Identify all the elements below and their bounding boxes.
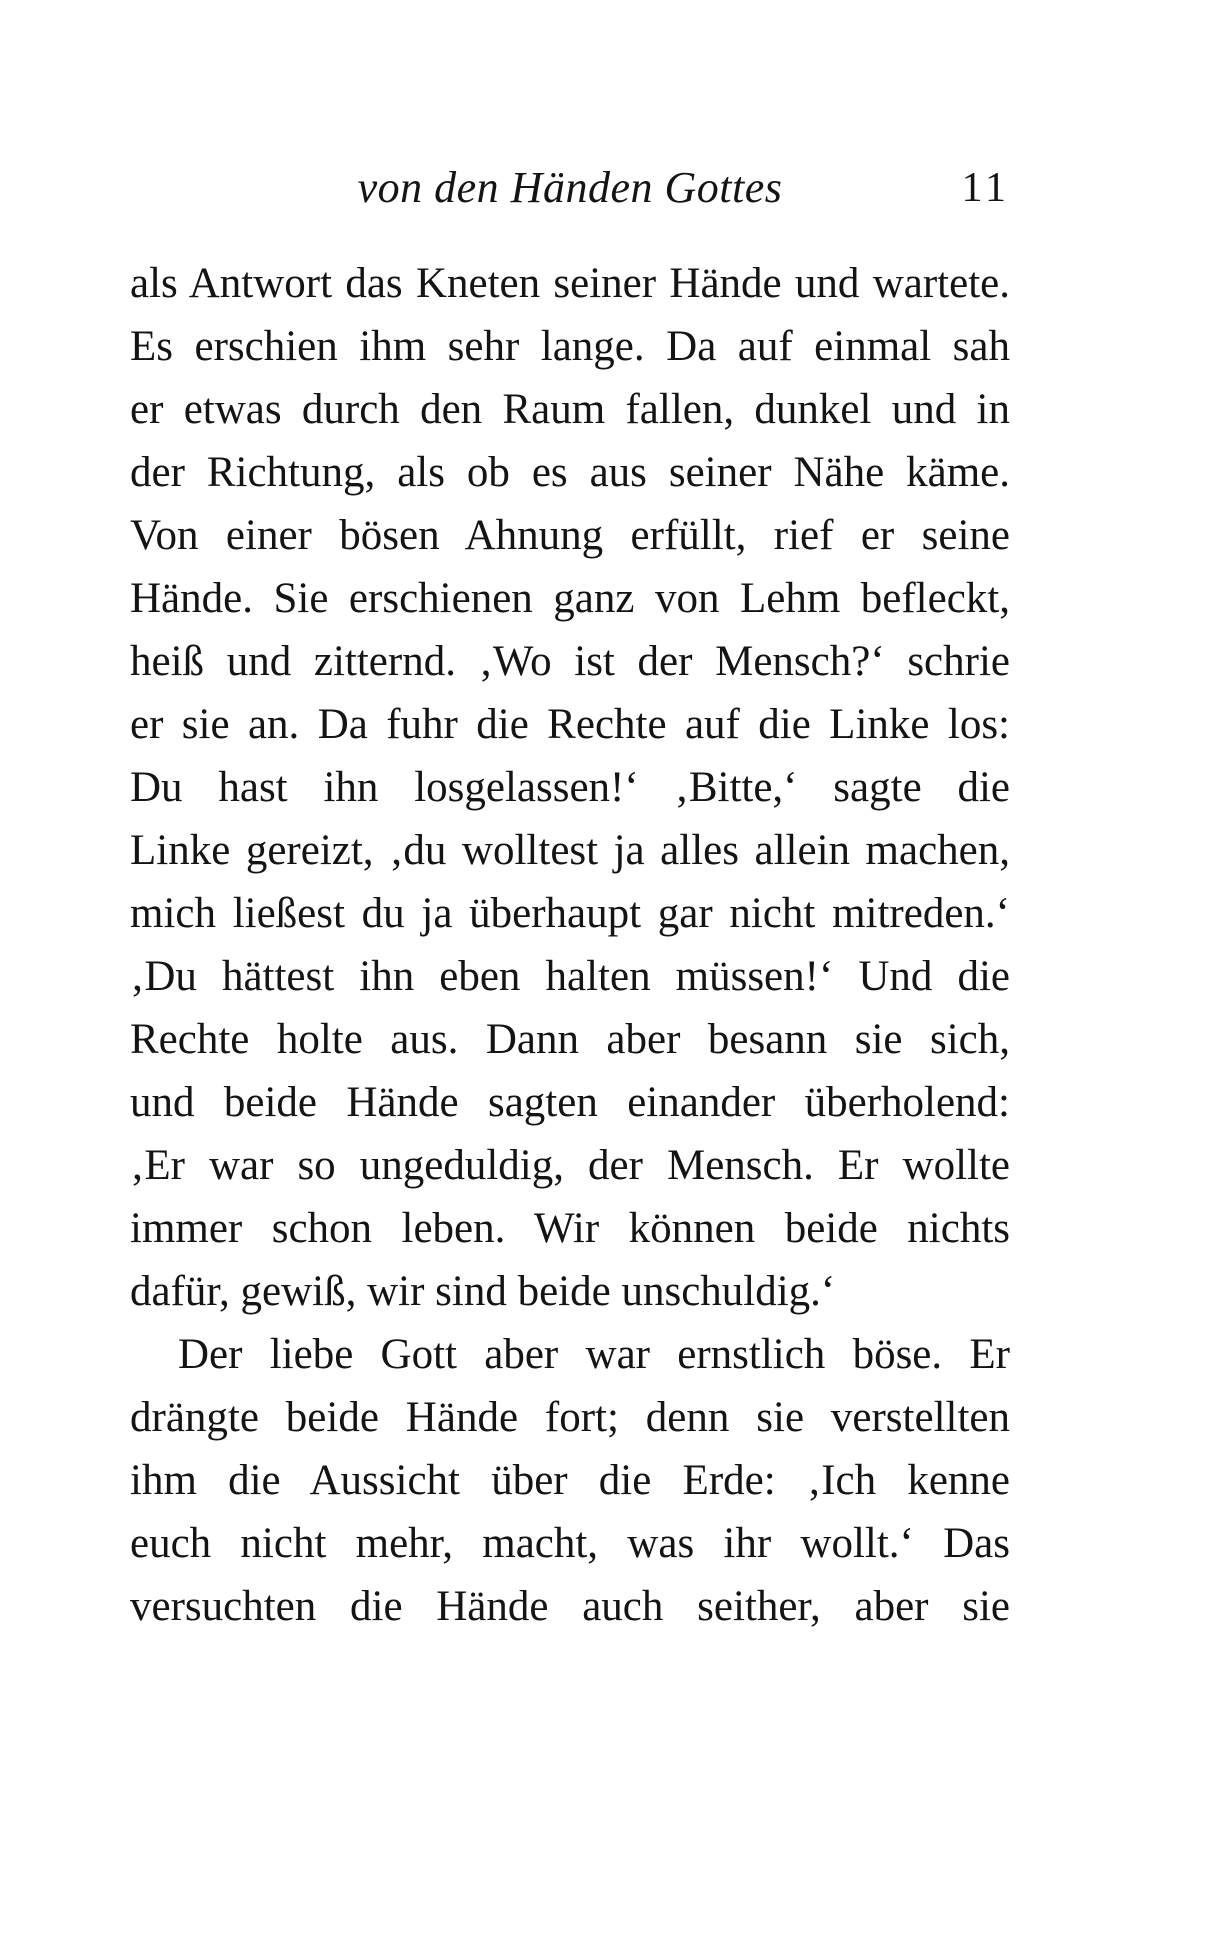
text-line: Von einer bösen Ahnung erfüllt, rief er seine bbox=[130, 512, 1010, 559]
text-line: als Antwort das Kneten seiner Hände und wartete. bbox=[130, 260, 1010, 307]
text-line: Hände. Sie erschienen ganz von Lehm befleckt, bbox=[130, 575, 1010, 622]
text-line: der Richtung, als ob es aus seiner Nähe käme. bbox=[130, 449, 1010, 496]
text-line: dafür, gewiß, wir sind beide unschuldig.‘ bbox=[130, 1268, 836, 1315]
text-line: mich ließest du ja überhaupt gar nicht mitreden.‘ bbox=[130, 890, 1010, 937]
running-title: von den Händen Gottes bbox=[357, 163, 783, 212]
running-head bbox=[130, 160, 1010, 216]
text-line: ‚Du hättest ihn eben halten müssen!‘ Und die bbox=[130, 953, 1010, 1000]
text-line: versuchten die Hände auch seither, aber sie bbox=[130, 1583, 1010, 1630]
text-line: ihm die Aussicht über die Erde: ‚Ich kenne bbox=[130, 1457, 1010, 1504]
text-line: Rechte holte aus. Dann aber besann sie sich, bbox=[130, 1016, 1010, 1063]
text-line: Linke gereizt, ‚du wolltest ja alles allein machen, bbox=[130, 827, 1010, 874]
text-line: Du hast ihn losgelassen!‘ ‚Bitte,‘ sagte die bbox=[130, 764, 1010, 811]
body-text bbox=[130, 252, 1010, 1638]
text-line: Der liebe Gott aber war ernstlich böse. Er bbox=[178, 1331, 1010, 1378]
page-number: 11 bbox=[961, 165, 1010, 211]
text-line: ‚Er war so ungeduldig, der Mensch. Er wollte bbox=[130, 1142, 1010, 1189]
text-line: Es erschien ihm sehr lange. Da auf einmal sah bbox=[130, 323, 1010, 370]
text-line: drängte beide Hände fort; denn sie verstellten bbox=[130, 1394, 1010, 1441]
text-line: er etwas durch den Raum fallen, dunkel und in bbox=[130, 386, 1010, 433]
text-line: und beide Hände sagten einander überholend: bbox=[130, 1079, 1010, 1126]
text-line: immer schon leben. Wir können beide nichts bbox=[130, 1205, 1010, 1252]
text-line: euch nicht mehr, macht, was ihr wollt.‘ Das bbox=[130, 1520, 1010, 1567]
text-line: heiß und zitternd. ‚Wo ist der Mensch?‘ schrie bbox=[130, 638, 1010, 685]
text-line: er sie an. Da fuhr die Rechte auf die Linke los: bbox=[130, 701, 1010, 748]
